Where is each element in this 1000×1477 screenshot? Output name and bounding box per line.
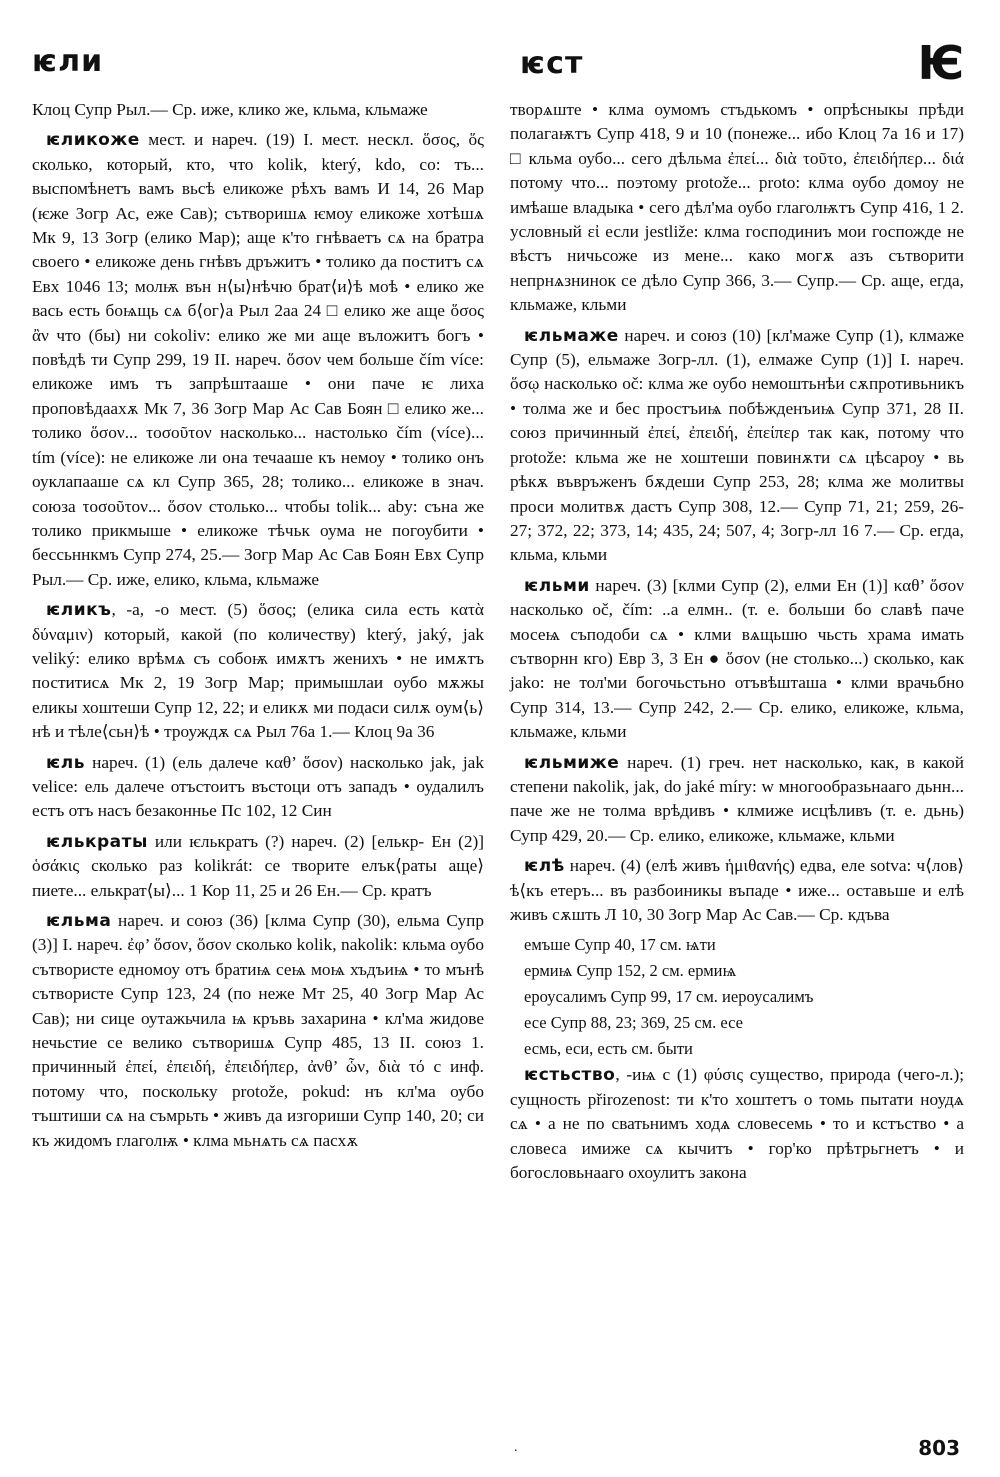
right-column: [510, 98, 964, 1191]
entry-body: , -а, -о мест. (5) ὅσος; (елика сила есть κατὰ δύναμιν) который, какой (по количеству) který, jaký, jak veliký: елико врѣмѧ съ собоѭ имѫтъ женихъ • не имѫтъ поститисѧ Мк 2, 19 Зогр Мар; примышлаи оубо мѫжы еликы хоштеши Супр 12, 22; и еликѫ ми подаси силѫ оум⟨ь⟩нѣ и тѣле⟨сьн⟩ѣ • троуждѫ сѧ Рыл 76а 1.— Клоц 9а 36: [32, 600, 484, 742]
entry-body: творѧште • клма оумомъ стъдькомъ • опрѣсныкы прѣди полагаѭтъ Супр 418, 9 и 10 (понеже... ибо Клоц 7а 16 и 17) □ кльма оубо... сего дѣльма ἐπεί... διὰ τοῦτο, ἐπειδήπερ... διά потому что... поэтому protože... proto: клма оубо домоу не имѣаше владыка • сего дѣл'ма оубо глаголѭтъ Супр 416, 1 2. условный εἰ если jestliže: клма господиниъ мои госпожде не вѣстъ ничьсоже из мене... како могѫ азъ сътворити непрнѧзнинок се дѣло Супр 366, 3.— Супр.— Ср. аще, егда, кльмаже, кльми: [510, 100, 964, 315]
entry-continuation: [510, 98, 964, 318]
entry-body: или ѥлькратъ (?) нареч. (2) [елькр- Ен (2)] ὁσάκις сколько раз kolikrát: се творите елък⟨раты аще⟩ пиете... елькрат⟨ы⟩... 1 Кор 11, 25 и 26 Ен.— Ср. кратъ: [32, 831, 484, 900]
entry-body: Клоц Супр Рыл.— Ср. иже, клико же, кльма, кльмаже: [32, 100, 428, 119]
entry-headword: ѥликъ: [46, 600, 112, 621]
entry-headword: ѥстьство: [524, 1065, 616, 1086]
dictionary-entry: [32, 830, 484, 903]
running-head: [32, 36, 964, 94]
left-column: [32, 98, 484, 1159]
entry-headword: ѥликоже: [46, 130, 140, 151]
entry-body: мест. и нареч. (19) I. мест. нескл. ὅσος, ὅς сколько, который, кто, что kolik, který, kdo, co: тъ... выспомѣнетъ вамъ вьсѣ еликоже рѣхъ вамъ И 14, 26 Мар (ѥже Зогр Ас, еже Сав); сътворишѧ ѥмоу еликоже хотѣшѧ Мк 9, 13 Зогр (елико Мар); аще к'то гнѣваетъ сѧ на братра своего • еликоже день гнѣвъ дръжитъ • толико да поститъ сѧ Евх 1046 13; молѭ вън н⟨ы⟩нѣчю брат⟨и⟩ѣ моѣ • елико же вась есть боѩщь сѧ б⟨ог⟩а Рыл 2аа 24 □ елико же аще ὅσος ἂν что (бы) ни cokoliv: елико же ми аще въложитъ богъ • повѣдѣ ти Супр 299, 19 II. нареч. ὅσον чем больше čím více: еликоже имъ тъ запрѣштааше • они паче ѥ лиха проповѣдаахѫ Мк 7, 36 Зогр Мар Ас Сав Боян □ елико же... толико ὅσον... τοσοῦτον насколько... настолько čím (více)... tím (více): не еликоже ли она течааше къ немоу • толико онъ оуклапааше сѧ кл Супр 365, 28; толико... еликоже в знач. союза τοσοῦτον... ὅσον столько... чтобы tolik... aby: съна же толико прикмыше • еликоже тѣчьк оума не погоубити • бессьннкмъ Супр 274, 25.— Зогр Мар Ас Сав Боян Евх Супр Рыл.— Ср. иже, елико, кльма, кльмаже: [32, 130, 484, 589]
section-letter: Ѥ: [917, 36, 964, 90]
entry-headword: ѥль: [46, 752, 85, 773]
entry-body: нареч. и союз (36) [клма Супр (30), ельма Супр (3)] I. нареч. ἐφ’ ὅσον, ὅσον сколько kolik, nakolik: кльма оубо сътвористе едномоу отъ братиѩ сеѩ моѩ хъдъиѩ • то мънѣ сътвористе Супр 123, 24 (по неже Мт 25, 40 Зогр Мар Ас Сав); ни сице оутажьчила ѩ кръвь захарина • кл'ма жидове нечьстие се велико сътворишѧ Супр 485, 13 II. союз 1. причинный ἐπεί, ἐπειδή, ἐπειδήπερ, ἀνθ’ ὧν, διὰ τό с инф. потому что, поскольку protože, pokud: нъ кл'ма оубо тъштиши сѧ на съмрьть • живъ да изгориши Супр 140, 20; си къ жидомъ глаголѭ • клма мьнѧть сѧ пасхѫ: [32, 911, 484, 1150]
cross-reference-text: емъше Супр 40, 17 см. ѩти: [524, 935, 716, 955]
cross-reference-text: есмь, еси, есть см. быти: [524, 1039, 693, 1059]
cross-reference-text: есе Супр 88, 23; 369, 25 см. есе: [524, 1013, 743, 1033]
running-head-left: ѥли: [32, 44, 104, 79]
entry-headword: ѥльма: [46, 911, 112, 931]
cross-reference-entry: [524, 1037, 964, 1061]
page-number: 803: [918, 1436, 960, 1460]
dictionary-entry: [32, 751, 484, 824]
entry-headword: ѥлѣ: [524, 856, 565, 877]
dictionary-entry: [32, 909, 484, 1153]
entry-body: нареч. (4) (елѣ живъ ἡμιθανής) едва, еле sotva: ч⟨лов⟩ѣ⟨къ етеръ... въ разбоиникы въпаде • иже... оставьше и елѣ живъ сѫшть Л 10, 30 Зогр Мар Ас Сав.— Ср. кдъва: [510, 856, 964, 924]
cross-reference-text: ероусалимъ Супр 99, 17 см. иероусалимъ: [524, 987, 814, 1007]
dictionary-entry: [510, 574, 964, 745]
running-head-center: ѥст: [520, 46, 584, 81]
entry-body: нареч. (3) [клми Супр (2), елми Ен (1)] καθ’ ὅσον насколько oč, čím: ..а елмн.. (т. е. больши бо славѣ паче мосеѩ съподоби сѧ • клми вѧщьшю чьсть храма имать сътворнн кго) Евр 3, 3 Ен ● ὅσον (не столько...) сколько, как jako: не тол'ми богочьстьно отъвѣшташа • клми врачьбно Супр 314, 13.— Супр 242, 2.— Ср. елико, еликоже, кльма, кльмаже, кльми: [510, 575, 964, 742]
entry-body: , -иѩ с (1) φύσις существо, природа (чего-л.); сущность přirozenost: ти к'то хоштетъ о томь пытати ноудѧ сѧ • а не по сватьнимъ ходѧ словесемь • то и кстъство • а словеса имиже сѧ кычитъ • гор'ко прѣтрьгнетъ • и богословьнааго охоулитъ закона: [510, 1065, 964, 1183]
cross-reference-entry: [524, 985, 964, 1009]
entry-headword: ѥлькраты: [46, 831, 148, 852]
dictionary-entry: [510, 854, 964, 927]
cross-reference-entry: [524, 959, 964, 983]
page-mark: .: [514, 1440, 518, 1455]
dictionary-entry: [32, 128, 484, 592]
dictionary-entry: [510, 1063, 964, 1185]
dictionary-entry: [510, 324, 964, 568]
entry-body: нареч. и союз (10) [кл'маже Супр (1), клмаже Супр (5), ельмаже Зогр-лл. (1), елмаже Супр (1)] I. нареч. ὅσῳ насколько oč: клма же оубо немоштьнѣи сѫпротивьникъ • толма же и бес простъиѩ побѣжденъиѩ Супр 371, 28 II. союз причинный ἐπεί, ἐπειδή, ἐπείπερ так как, потому что protože: кльма же не хоштеши повинѫти сѧ цѣсароу • вь рѣкѫ въвръженъ бѫдеши Супр 253, 28; клма же молитвы проси молитвѫ дастъ Супр 308, 12.— Супр 71, 21; 259, 26-27; 372, 22; 373, 14; 435, 24; 507, 4; Зогр-лл 16 7.— Ср. егда, кльма, кльми: [510, 325, 964, 565]
dictionary-entry: [510, 751, 964, 849]
entry-body: нареч. (1) греч. нет насколько, как, в какой степени nakolik, jak, do jaké míry: w многообразьнааго дьнн... паче же не толма врѣдивъ • клмиже исцѣливъ (т. е. дьнь) Супр 429, 20.— Ср. елико, еликоже, кльмаже, кльми: [510, 752, 964, 845]
cross-reference-text: ермиѩ Супр 152, 2 см. ермиѩ: [524, 961, 737, 981]
cross-reference-entry: [524, 933, 964, 957]
entry-continuation: [32, 98, 484, 122]
entry-body: нареч. (1) (ель далече καθ’ ὅσον) насколько jak, jak velice: ель далече отъстоитъ въстоци отъ западъ • оудалилъ естъ отъ насъ безаконнье Пс 102, 12 Син: [32, 752, 484, 821]
cross-reference-entry: [524, 1011, 964, 1035]
dictionary-entry: [32, 598, 484, 744]
entry-headword: ѥльмаже: [524, 325, 619, 346]
entry-headword: ѥльмиже: [524, 752, 620, 773]
entry-headword: ѥльми: [524, 575, 590, 596]
